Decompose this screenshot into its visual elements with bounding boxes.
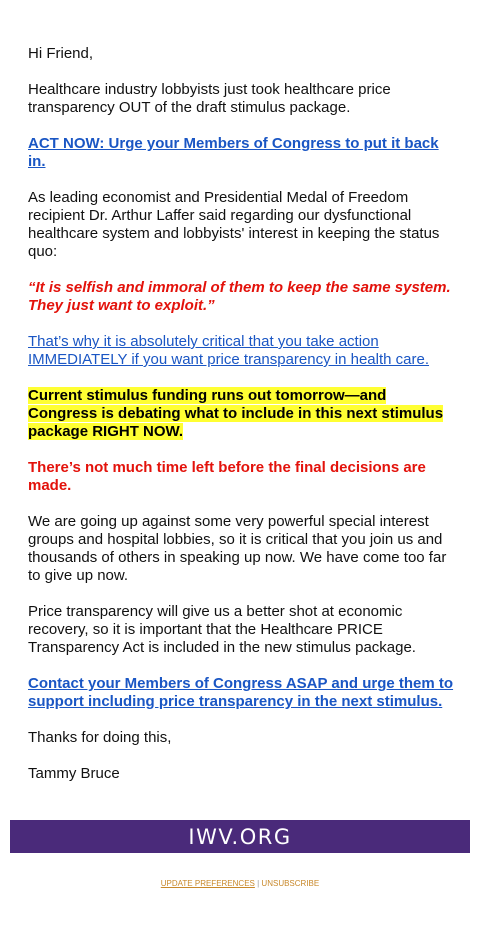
- contact-congress-link[interactable]: Contact your Members of Congress ASAP and urge them to support including price transparency in the next stimulus.: [28, 675, 454, 710]
- intro-paragraph: Healthcare industry lobbyists just took healthcare price transparency OUT of the draft stimulus package.: [28, 81, 391, 116]
- thanks-line: Thanks for doing this,: [28, 729, 172, 746]
- transparency-paragraph: Price transparency will give us a better shot at economic recovery, so it is important that the Healthcare PRICE Transparency Act is included in the new stimulus package.: [28, 603, 416, 656]
- urgent-paragraph: There’s not much time left before the final decisions are made.: [28, 459, 426, 494]
- act-now-link[interactable]: ACT NOW: Urge your Members of Congress to put it back in.: [28, 135, 439, 170]
- cta-paragraph-1: [28, 135, 454, 171]
- iwv-logo-text: IWV.ORG: [188, 824, 292, 849]
- lobbies-paragraph: We are going up against some very powerful special interest groups and hospital lobbies, so it is critical that you join us and thousands of others in speaking up now. We have come too far to give up now.: [28, 513, 447, 584]
- update-preferences-link[interactable]: UPDATE PREFERENCES: [160, 879, 255, 888]
- email-body: [28, 45, 454, 801]
- footer-separator: |: [257, 879, 260, 888]
- critical-paragraph: [28, 333, 454, 369]
- laffer-quote: “It is selfish and immoral of them to keep the same system. They just want to exploit.”: [28, 279, 451, 314]
- take-action-link[interactable]: That’s why it is absolutely critical that you take action IMMEDIATELY if you want price transparency in health care.: [28, 333, 430, 368]
- signature: Tammy Bruce: [28, 765, 120, 782]
- cta-paragraph-2: [28, 675, 454, 711]
- unsubscribe-link[interactable]: UNSUBSCRIBE: [261, 879, 320, 888]
- stimulus-highlight: Current stimulus funding runs out tomorrow—and Congress is debating what to include in this next stimulus package RIGHT NOW.: [28, 387, 444, 440]
- email-footer: [0, 879, 480, 889]
- iwv-banner[interactable]: [10, 820, 470, 853]
- greeting: Hi Friend,: [28, 45, 94, 62]
- laffer-paragraph: As leading economist and Presidential Medal of Freedom recipient Dr. Arthur Laffer said regarding our dysfunctional healthcare system and lobbyists' interest in keeping the status quo:: [28, 189, 440, 260]
- highlight-paragraph: [28, 387, 454, 441]
